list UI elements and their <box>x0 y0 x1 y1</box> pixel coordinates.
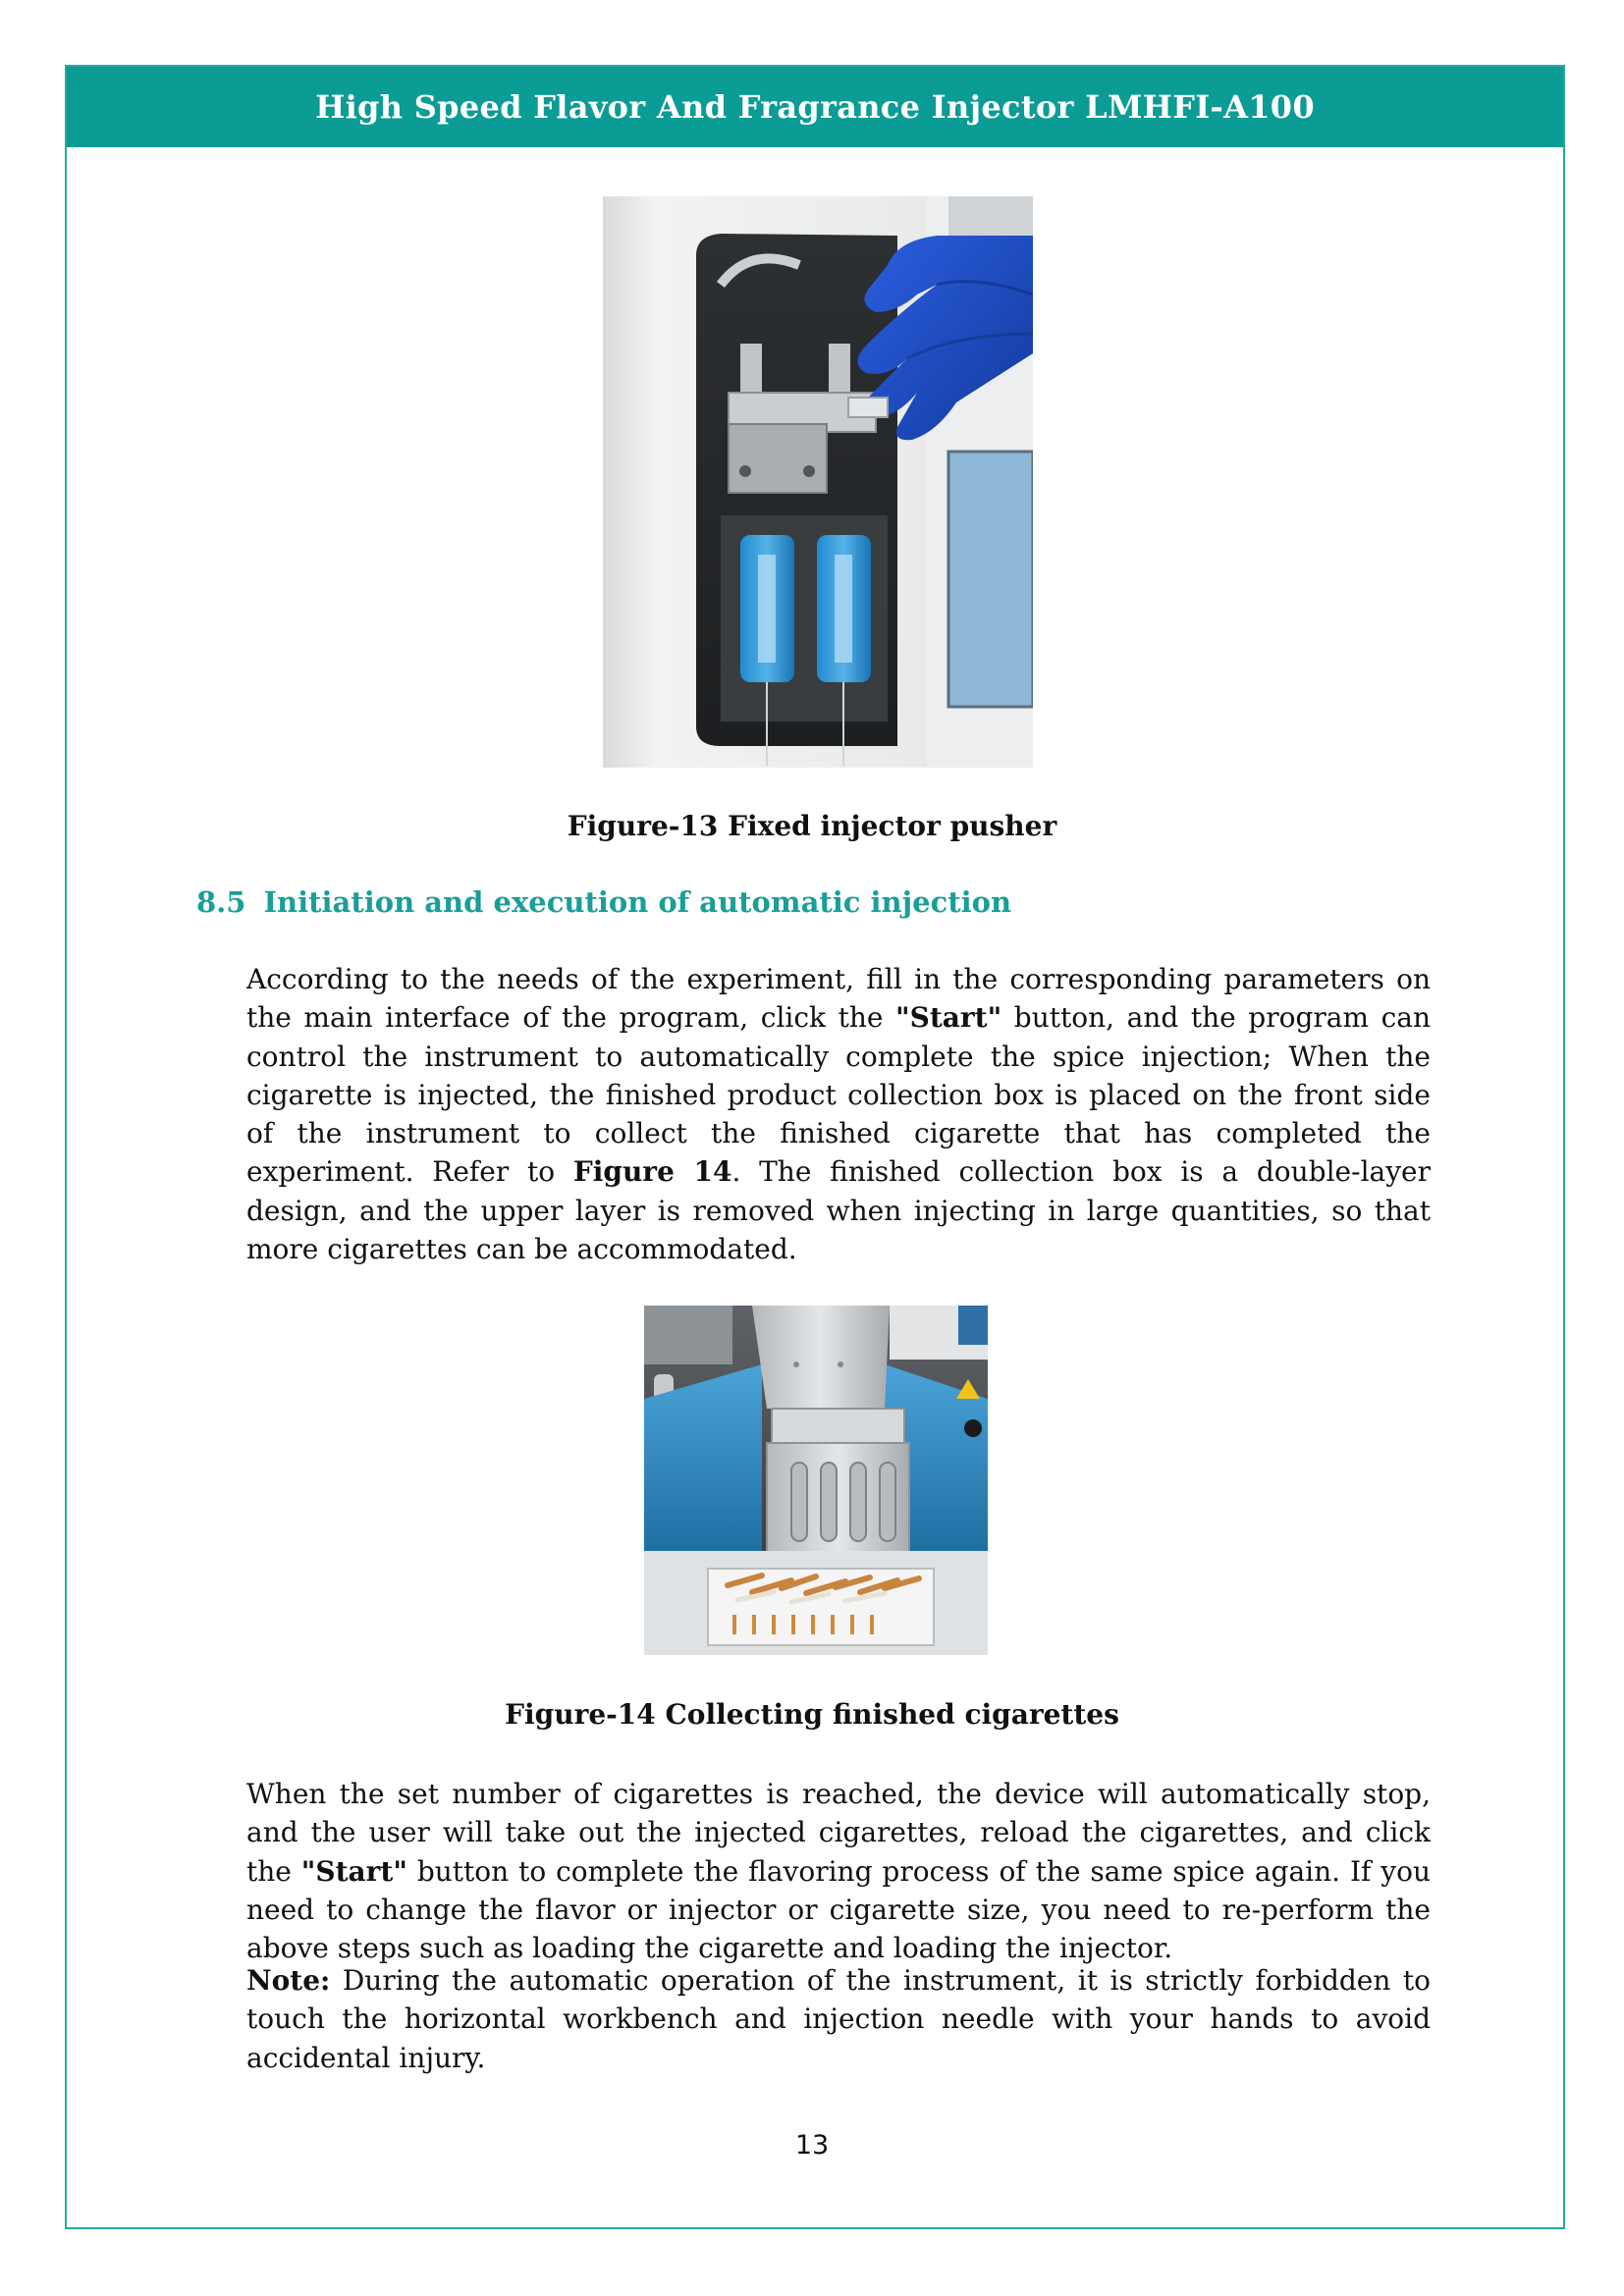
paragraph-text: When the set number of cigarettes is reached, the device will automatically stop, and the user will take out the injected cigarettes, reload the cigarettes, and click the <box>246 1778 1431 1888</box>
section-title: Initiation and execution of automatic injection <box>263 885 1012 919</box>
note-label: Note: <box>246 1964 331 1997</box>
note-paragraph <box>246 1961 1431 2077</box>
section-heading <box>196 885 1011 919</box>
start-emphasis: "Start" <box>300 1854 407 1888</box>
figure-14-caption: Figure-14 Collecting finished cigarettes <box>505 1698 1119 1731</box>
figure-13-image <box>603 196 1033 768</box>
document-title: High Speed Flavor And Fragrance Injector LMHFI-A100 <box>315 88 1315 126</box>
page-number: 13 <box>794 2130 830 2161</box>
section-number: 8.5 <box>196 885 246 919</box>
note-text: During the automatic operation of the instrument, it is strictly forbidden to touch the horizontal workbench and injection needle with your hands to avoid accidental injury. <box>246 1964 1431 2074</box>
paragraph-after-completion <box>246 1775 1431 1967</box>
paragraph-automatic-injection <box>246 960 1431 1268</box>
paragraph-text: . The finished collection box is a double-layer design, and the upper layer is removed when injecting in large quantities, so that more cigarettes can be accommodated. <box>246 1155 1432 1266</box>
start-emphasis: "Start" <box>895 1001 1002 1035</box>
figure-14-image <box>644 1306 988 1655</box>
paragraph-text: button, and the program can control the instrument to automatically complete the spice injection; When the cigarette is injected, the finished product collection box is placed on the front side of the instrument to collect the finished cigarette that has completed the experiment. Refer to <box>246 1001 1431 1189</box>
figure-13-caption: Figure-13 Fixed injector pusher <box>567 810 1057 842</box>
paragraph-text: According to the needs of the experiment, fill in the corresponding parameters on the main interface of the program, click the <box>246 963 1431 1035</box>
figure-reference: Figure 14 <box>572 1155 732 1189</box>
paragraph-text: button to complete the flavoring process of the same spice again. If you need to change the flavor or injector or cigarette size, you need to re-perform the above steps such as loading the cigarette and loading the injector. <box>246 1854 1431 1965</box>
header-bar <box>67 67 1563 147</box>
